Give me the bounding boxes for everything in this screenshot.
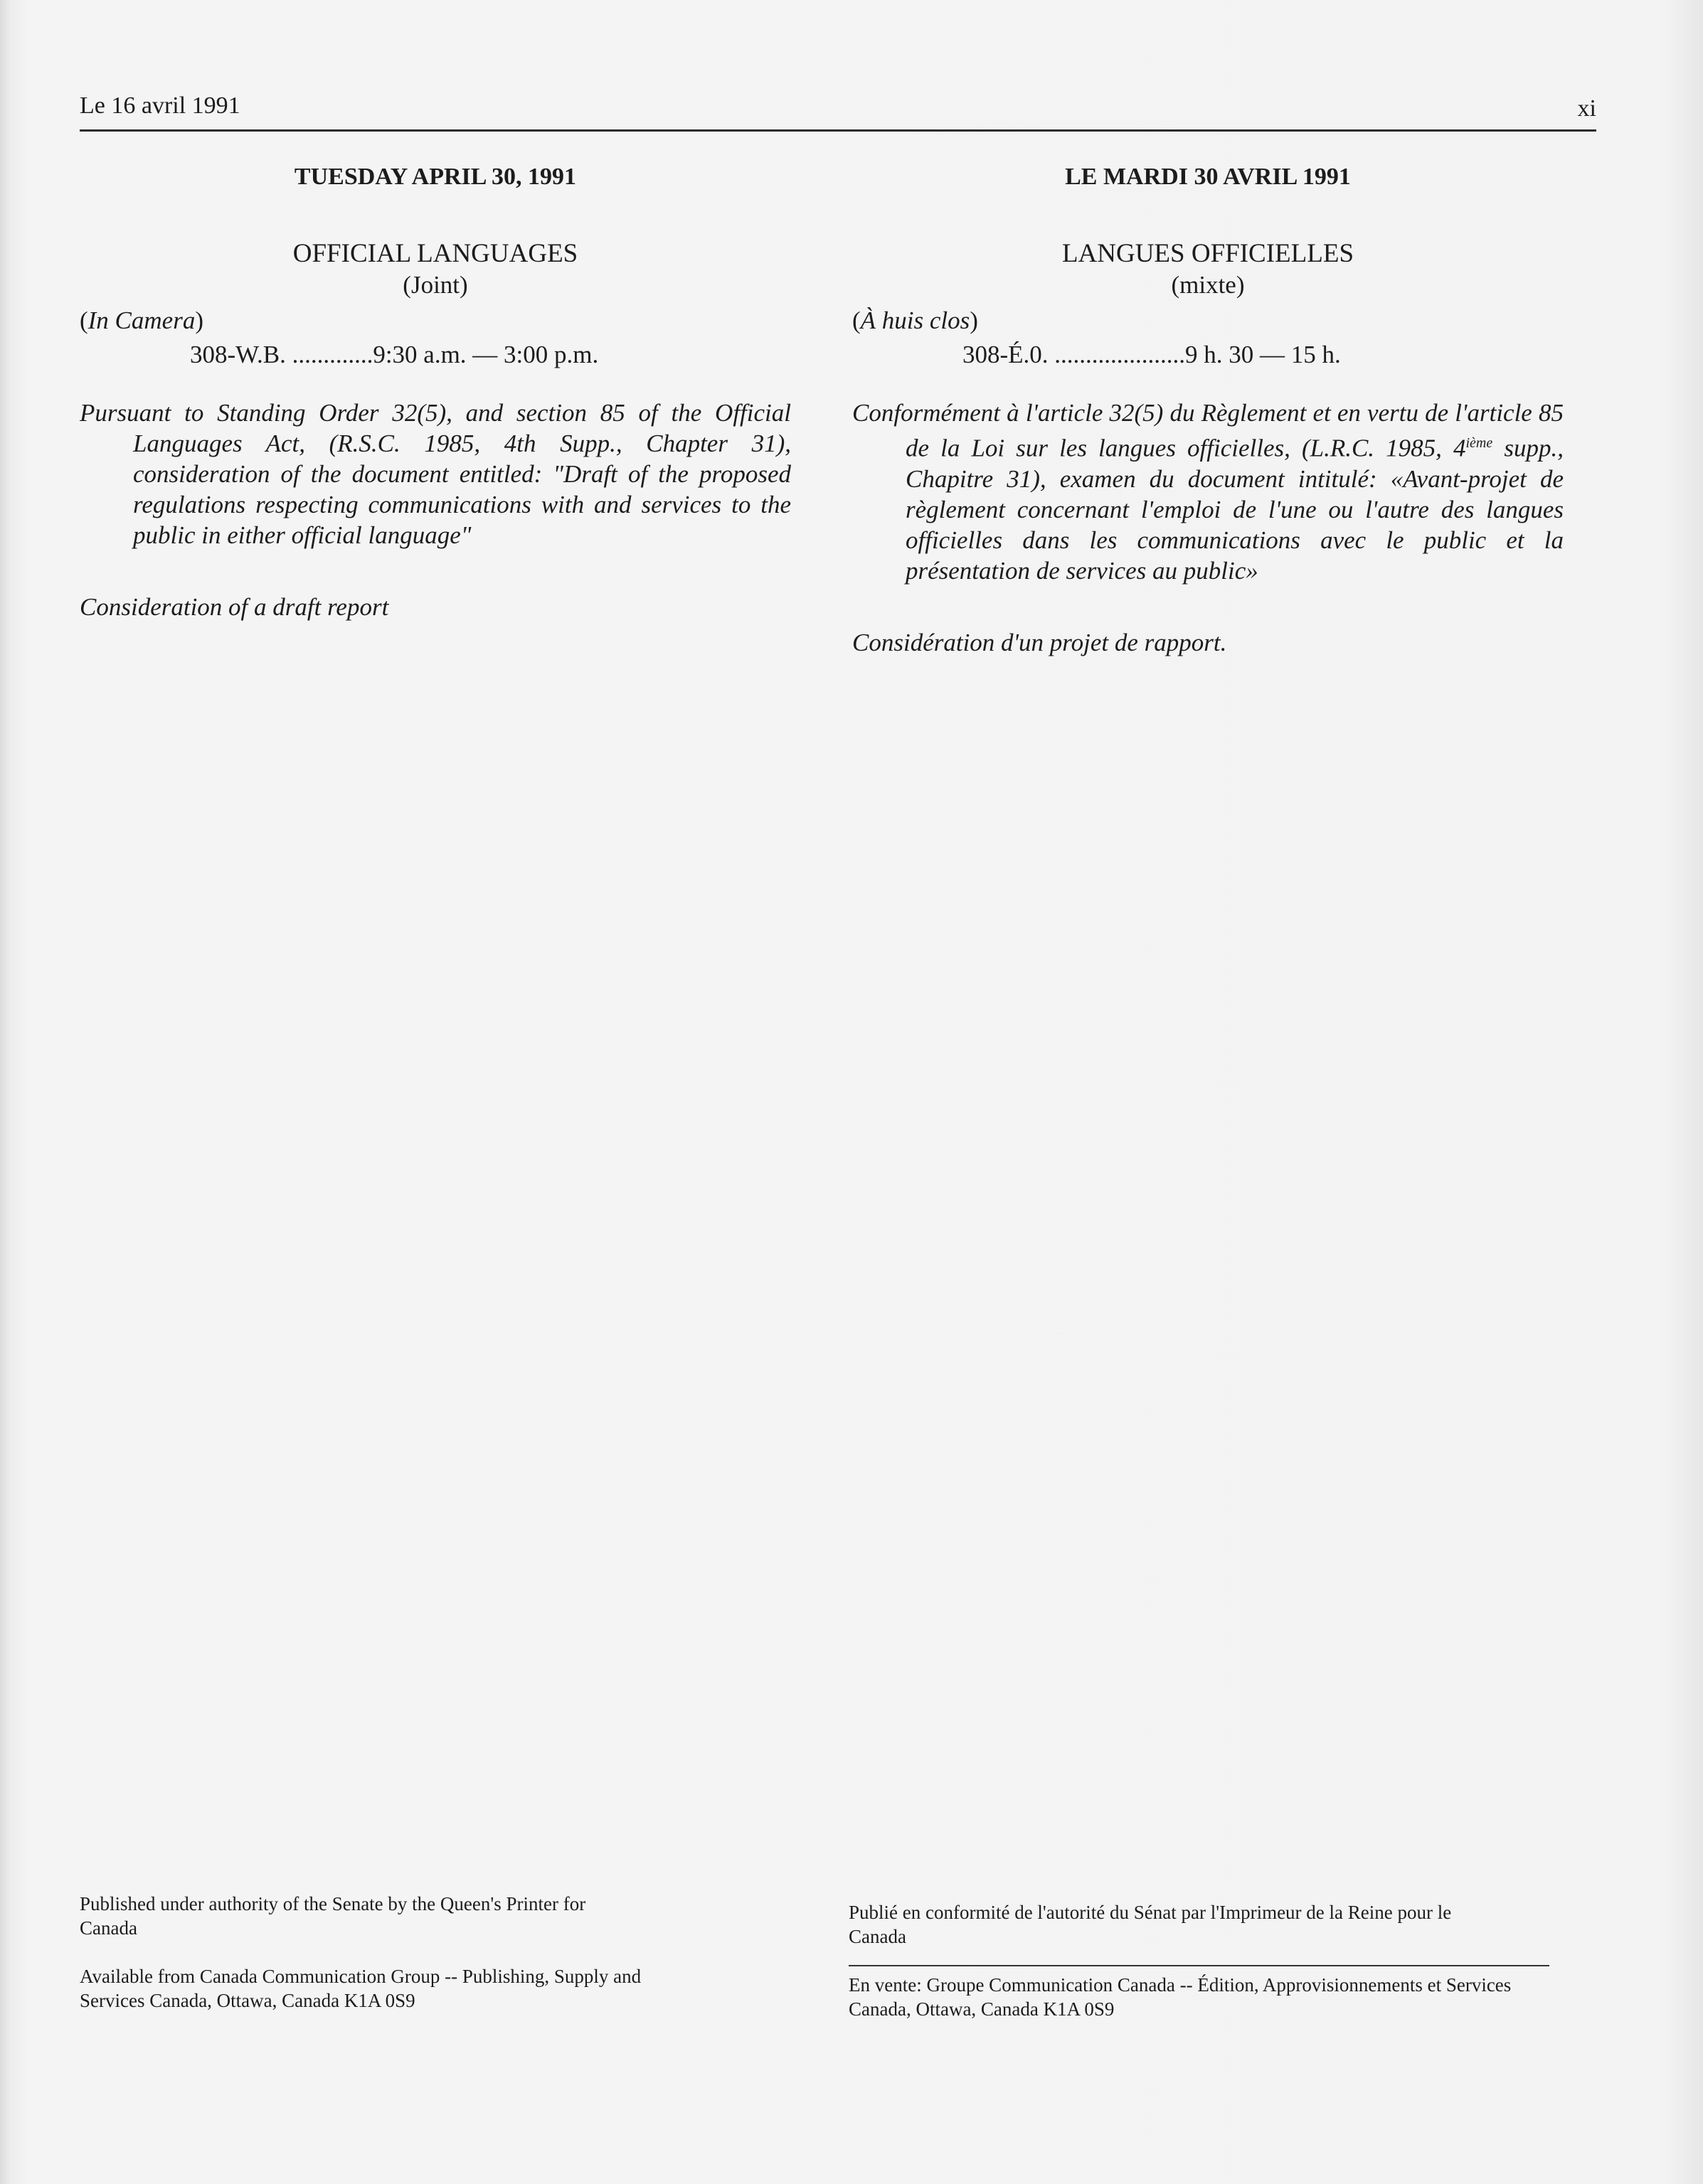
english-day-heading: TUESDAY APRIL 30, 1991 xyxy=(294,164,577,190)
footer-published-fr: Publié en conformité de l'autorité du Sénat par l'Imprimeur de la Reine pour le Canada xyxy=(849,1902,1452,1947)
english-column xyxy=(80,164,791,622)
header-date: Le 16 avril 1991 xyxy=(80,92,240,119)
french-day-heading: LE MARDI 30 AVRIL 1991 xyxy=(1065,164,1351,190)
camera-text: À huis clos xyxy=(860,307,970,334)
english-room-time: 308-W.B. .............9:30 a.m. — 3:00 p.m. xyxy=(190,341,599,368)
footer-available-fr: En vente: Groupe Communication Canada -- Édition, Approvisionnements et Services Canada, Ottawa, Canada K1A 0S9 xyxy=(849,1974,1512,2020)
french-committee-type: (mixte) xyxy=(1171,271,1245,299)
french-column xyxy=(852,164,1564,657)
english-committee-type: (Joint) xyxy=(403,271,468,299)
french-agenda-part1: Conformément à l'article 32(5) du Règlement et en vertu de l'article 85 de la Loi sur les langues officielles, (L.R.C. 1985, 4 xyxy=(852,399,1564,462)
french-agenda-part2: supp., Chapitre 31), examen du document intitulé: «Avant-projet de règlement concernant l'emploi de l'une ou l'autre des langues officielles dans les communications avec le public et la présentation de services au public» xyxy=(906,434,1564,585)
french-room-time: 308-É.0. .....................9 h. 30 — 15 h. xyxy=(962,341,1341,368)
camera-paren-open: ( xyxy=(852,307,861,334)
english-committee-name: OFFICIAL LANGUAGES xyxy=(292,239,578,268)
french-camera-note xyxy=(852,307,1564,335)
english-camera-note xyxy=(80,307,791,335)
footer-available-en: Available from Canada Communication Group -- Publishing, Supply and Services Canada, Ottawa, Canada K1A 0S9 xyxy=(80,1966,642,2011)
english-consideration: Consideration of a draft report xyxy=(80,593,389,621)
french-consideration: Considération d'un projet de rapport. xyxy=(852,628,1227,656)
footer-divider-fr xyxy=(849,1965,1549,1966)
french-agenda-superscript: ième xyxy=(1465,435,1493,451)
french-committee-name: LANGUES OFFICIELLES xyxy=(1061,239,1354,268)
camera-paren-close: ) xyxy=(970,307,978,334)
page-number: xi xyxy=(1577,95,1596,122)
camera-paren-open: ( xyxy=(80,307,88,334)
footer-published-en: Published under authority of the Senate by the Queen's Printer for Canada xyxy=(80,1893,586,1939)
camera-text: In Camera xyxy=(87,307,196,334)
page-header xyxy=(80,92,1596,132)
french-agenda-item xyxy=(852,398,1564,586)
english-agenda-item: Pursuant to Standing Order 32(5), and section 85 of the Official Languages Act, (R.S.C. 1985, 4th Supp., Chapter 31), consideration of the document entitled: "Draft of the proposed regulations respecting communications with and services to the public in either official language" xyxy=(80,399,791,549)
camera-paren-close: ) xyxy=(195,307,203,334)
